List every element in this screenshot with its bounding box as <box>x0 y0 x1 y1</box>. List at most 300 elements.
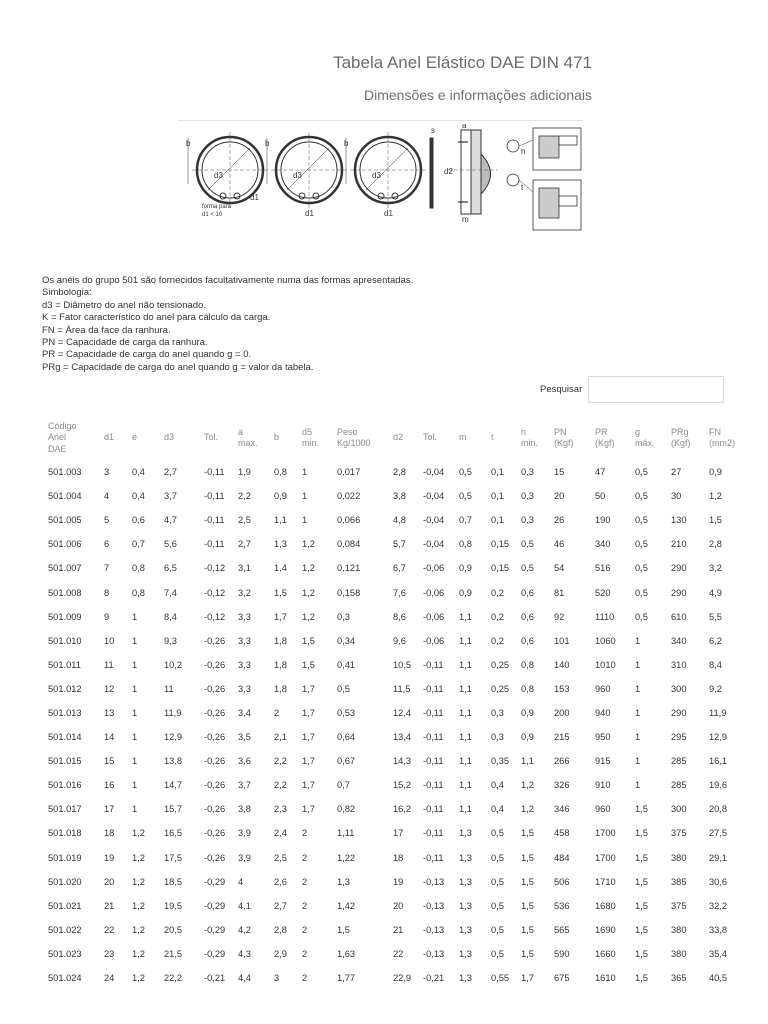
table-cell: 1,3 <box>459 900 472 911</box>
table-cell: 2,2 <box>238 491 251 502</box>
table-cell: 0,5 <box>635 491 648 502</box>
table-cell: 7 <box>104 563 110 574</box>
column-header[interactable] <box>665 416 703 460</box>
table-cell: 0,82 <box>337 804 356 815</box>
table-cell: -0,06 <box>423 563 445 574</box>
groove-detail-drawing <box>507 128 581 230</box>
table-cell: 0,022 <box>337 491 361 502</box>
table-cell: 1,1 <box>459 611 472 622</box>
table-cell: 20 <box>104 876 115 887</box>
table-cell: -0,26 <box>204 707 226 718</box>
table-cell: -0,29 <box>204 900 226 911</box>
column-header-label: b <box>274 432 280 443</box>
label-n: n <box>521 147 526 156</box>
table-cell: 0,5 <box>491 852 504 863</box>
note-line: Os anéis do grupo 501 são fornecidos facultativamente numa das formas apresentadas. <box>42 275 414 286</box>
table-cell: 915 <box>595 756 611 767</box>
table-cell: 266 <box>554 756 570 767</box>
label-m: m <box>462 215 469 224</box>
table-cell: 0,3 <box>491 707 504 718</box>
table-cell: 0,4 <box>491 804 504 815</box>
column-header[interactable] <box>387 416 417 460</box>
table-cell: 0,2 <box>491 611 504 622</box>
table-cell: 5 <box>104 515 110 526</box>
column-header[interactable] <box>126 416 158 460</box>
table-cell: 300 <box>671 683 687 694</box>
table-cell: 0,5 <box>491 924 504 935</box>
table-cell: 2 <box>302 973 308 984</box>
table-cell: 0,3 <box>521 467 534 478</box>
table-cell: 15 <box>104 756 115 767</box>
table-cell: 2,2 <box>274 756 287 767</box>
table-cell: 1,5 <box>521 948 534 959</box>
table-cell: 506 <box>554 876 570 887</box>
table-cell: 1,5 <box>274 587 287 598</box>
table-cell: 0,9 <box>459 587 472 598</box>
table-cell: 0,5 <box>459 467 472 478</box>
column-header-label: PR <box>595 426 608 437</box>
table-cell: 6,2 <box>709 635 722 646</box>
table-cell: 0,066 <box>337 515 361 526</box>
table-row <box>42 773 740 797</box>
column-header[interactable] <box>296 416 331 460</box>
column-header[interactable] <box>417 416 453 460</box>
table-cell: 1,1 <box>459 732 472 743</box>
note-line: Simbologia: <box>42 287 92 299</box>
table-cell: -0,26 <box>204 635 226 646</box>
table-cell: -0,04 <box>423 515 445 526</box>
table-cell: 16 <box>104 780 115 791</box>
table-cell: 14,3 <box>393 756 412 767</box>
table-cell: 1,77 <box>337 973 356 984</box>
table-cell: -0,11 <box>423 683 444 694</box>
label-d3-3: d3 <box>372 171 381 180</box>
table-cell: 1,2 <box>302 539 315 550</box>
search-input[interactable] <box>588 376 724 403</box>
table-cell: 15,7 <box>164 804 183 815</box>
table-cell: -0,11 <box>423 852 444 863</box>
table-cell: 0,2 <box>491 587 504 598</box>
column-header-label: d1 <box>104 432 115 443</box>
table-cell: 610 <box>671 611 687 622</box>
column-header-label: DAE <box>48 443 67 454</box>
table-cell: 16,1 <box>709 756 728 767</box>
table-cell: 1 <box>132 780 138 791</box>
table-cell: 35,4 <box>709 948 728 959</box>
column-header[interactable] <box>515 416 548 460</box>
column-header-label: Tol. <box>423 432 438 443</box>
table-cell: 92 <box>554 611 565 622</box>
table-row <box>42 942 740 966</box>
column-header[interactable] <box>268 416 296 460</box>
table-cell: 12 <box>104 683 115 694</box>
table-cell: 12,4 <box>393 707 412 718</box>
table-cell: 7,6 <box>393 587 406 598</box>
column-header[interactable] <box>98 416 126 460</box>
table-cell: -0,26 <box>204 828 226 839</box>
table-cell: 1 <box>132 635 138 646</box>
table-cell: 0,8 <box>459 539 472 550</box>
table-cell: -0,11 <box>423 828 444 839</box>
table-cell: 1,7 <box>302 707 315 718</box>
table-cell: 0,5 <box>491 876 504 887</box>
ring-technical-drawing <box>178 124 583 234</box>
column-header-label: d3 <box>164 432 175 443</box>
table-cell: -0,21 <box>204 973 226 984</box>
table-cell: -0,12 <box>204 587 226 598</box>
table-cell: 501.011 <box>48 659 81 670</box>
table-cell: 1 <box>635 635 641 646</box>
table-cell: 0,5 <box>635 467 648 478</box>
table-cell: 0,5 <box>635 587 648 598</box>
table-cell: 1,2 <box>709 491 722 502</box>
table-cell: 10,5 <box>393 659 412 670</box>
label-forma-cond: d1 < 10 <box>202 212 223 218</box>
column-header[interactable] <box>453 416 485 460</box>
table-cell: 1,8 <box>274 683 287 694</box>
table-cell: 0,15 <box>491 563 510 574</box>
cross-section-drawing <box>430 130 498 214</box>
table-cell: -0,06 <box>423 587 445 598</box>
table-cell: 501.015 <box>48 756 82 767</box>
table-row <box>42 484 740 508</box>
table-cell: 1,1 <box>274 515 287 526</box>
table-cell: -0,06 <box>423 611 445 622</box>
table-cell: 501.012 <box>48 683 82 694</box>
table-cell: 50 <box>595 491 606 502</box>
table-cell: 2 <box>302 900 308 911</box>
table-cell: 365 <box>671 973 687 984</box>
label-d3-2: d3 <box>293 171 302 180</box>
table-cell: 501.010 <box>48 635 82 646</box>
table-cell: 960 <box>595 683 611 694</box>
table-cell: 30,6 <box>709 876 728 887</box>
column-header-label: Peso <box>337 426 358 437</box>
table-cell: 1 <box>635 683 641 694</box>
table-cell: 8,6 <box>393 611 406 622</box>
table-cell: 1 <box>302 491 308 502</box>
table-cell: 1,22 <box>337 852 356 863</box>
table-cell: 1,42 <box>337 900 356 911</box>
column-header[interactable] <box>331 416 387 460</box>
table-cell: 2,7 <box>164 467 177 478</box>
table-cell: 4,3 <box>238 948 251 959</box>
table-cell: 15,2 <box>393 780 412 791</box>
table-cell: 295 <box>671 732 687 743</box>
ring-drawing-3 <box>346 132 426 208</box>
table-cell: 1 <box>302 467 308 478</box>
table-row <box>42 556 740 580</box>
table-row <box>42 460 740 484</box>
column-header[interactable] <box>629 416 665 460</box>
table-cell: -0,13 <box>423 900 445 911</box>
table-cell: 501.016 <box>48 780 82 791</box>
table-cell: 0,1 <box>491 515 504 526</box>
table-cell: -0,29 <box>204 876 226 887</box>
table-cell: 2 <box>274 707 280 718</box>
table-cell: 3 <box>104 467 110 478</box>
table-cell: 501.019 <box>48 852 82 863</box>
table-cell: 501.020 <box>48 876 82 887</box>
table-cell: 0,9 <box>709 467 722 478</box>
table-cell: 3,3 <box>238 635 251 646</box>
table-cell: -0,13 <box>423 876 445 887</box>
table-cell: 1,5 <box>337 924 350 935</box>
table-cell: 950 <box>595 732 611 743</box>
table-cell: 18,5 <box>164 876 183 887</box>
table-cell: 375 <box>671 900 687 911</box>
table-cell: 26 <box>554 515 565 526</box>
table-cell: 20 <box>393 900 404 911</box>
table-cell: 501.009 <box>48 611 82 622</box>
table-cell: 0,35 <box>491 756 510 767</box>
table-cell: 458 <box>554 828 570 839</box>
table-row <box>42 701 740 725</box>
label-d1-2: d1 <box>305 209 314 218</box>
table-cell: 1,5 <box>709 515 722 526</box>
table-cell: 1,2 <box>132 852 145 863</box>
table-cell: 2,8 <box>393 467 406 478</box>
table-cell: 1,2 <box>132 924 145 935</box>
table-cell: 326 <box>554 780 570 791</box>
table-cell: 0,6 <box>521 635 534 646</box>
table-row <box>42 725 740 749</box>
table-cell: 1,5 <box>635 900 648 911</box>
table-cell: 1,5 <box>302 659 315 670</box>
table-cell: 3,8 <box>393 491 406 502</box>
table-cell: 2,6 <box>274 876 287 887</box>
table-cell: 0,67 <box>337 756 356 767</box>
table-cell: 536 <box>554 900 570 911</box>
table-cell: 1,3 <box>459 828 472 839</box>
table-cell: 1,2 <box>132 900 145 911</box>
table-cell: 9,6 <box>393 635 406 646</box>
table-cell: 24 <box>104 973 115 984</box>
table-cell: 16,2 <box>393 804 412 815</box>
table-cell: 0,5 <box>635 563 648 574</box>
table-cell: 2 <box>302 876 308 887</box>
table-cell: 1 <box>635 659 641 670</box>
table-cell: -0,29 <box>204 948 226 959</box>
table-cell: 0,53 <box>337 707 356 718</box>
table-cell: 2,3 <box>274 804 287 815</box>
column-header[interactable] <box>485 416 515 460</box>
table-cell: 20,5 <box>164 924 183 935</box>
table-cell: 0,2 <box>491 635 504 646</box>
table-cell: 12,9 <box>164 732 183 743</box>
table-cell: 1,1 <box>459 659 472 670</box>
table-cell: -0,04 <box>423 467 445 478</box>
note-line: PN = Capacidade de carga da ranhura. <box>42 337 208 349</box>
table-cell: 1,3 <box>337 876 350 887</box>
table-cell: 10,2 <box>164 659 183 670</box>
table-cell: 290 <box>671 707 687 718</box>
column-header[interactable] <box>42 416 98 460</box>
table-cell: 516 <box>595 563 611 574</box>
table-cell: 1,63 <box>337 948 356 959</box>
table-cell: 1,2 <box>302 587 315 598</box>
table-cell: 19,5 <box>164 900 183 911</box>
table-cell: -0,26 <box>204 852 226 863</box>
notes-block <box>42 275 413 374</box>
table-cell: 1110 <box>595 611 615 622</box>
table-cell: 4,7 <box>164 515 177 526</box>
table-cell: 1610 <box>595 973 616 984</box>
table-cell: 0,5 <box>459 491 472 502</box>
column-header[interactable] <box>548 416 589 460</box>
table-cell: 1,8 <box>274 635 287 646</box>
table-cell: 0,34 <box>337 635 356 646</box>
table-cell: 8 <box>104 587 110 598</box>
column-header-label: PN <box>554 426 567 437</box>
table-cell: -0,11 <box>204 515 225 526</box>
table-cell: -0,29 <box>204 924 226 935</box>
table-cell: 0,15 <box>491 539 510 550</box>
table-cell: 1,8 <box>274 659 287 670</box>
table-cell: 22 <box>104 924 115 935</box>
table-cell: 9 <box>104 611 110 622</box>
table-row <box>42 629 740 653</box>
table-cell: 310 <box>671 659 687 670</box>
table-cell: 4,2 <box>238 924 251 935</box>
table-cell: 0,55 <box>491 973 510 984</box>
table-cell: 0,5 <box>491 948 504 959</box>
table-cell: -0,11 <box>423 804 444 815</box>
table-cell: 11 <box>104 659 114 670</box>
table-cell: 17,5 <box>164 852 183 863</box>
column-header[interactable] <box>703 416 740 460</box>
label-d1-3: d1 <box>384 209 393 218</box>
table-cell: 501.006 <box>48 539 82 550</box>
table-cell: 1,3 <box>459 852 472 863</box>
table-row <box>42 508 740 532</box>
table-cell: -0,06 <box>423 635 445 646</box>
table-cell: 6 <box>104 539 110 550</box>
table-cell: 565 <box>554 924 570 935</box>
table-cell: 27 <box>671 467 682 478</box>
table-cell: 1,5 <box>521 852 534 863</box>
table-cell: 5,7 <box>393 539 406 550</box>
table-cell: -0,26 <box>204 732 226 743</box>
table-cell: -0,11 <box>204 467 225 478</box>
table-cell: 0,4 <box>132 467 145 478</box>
table-cell: -0,26 <box>204 780 226 791</box>
table-cell: 340 <box>671 635 687 646</box>
table-cell: -0,11 <box>204 491 225 502</box>
table-row <box>42 870 740 894</box>
table-cell: 0,5 <box>635 611 648 622</box>
column-header[interactable] <box>198 416 232 460</box>
table-cell: 13 <box>104 707 115 718</box>
column-header-label: min. <box>521 438 539 448</box>
table-cell: -0,11 <box>423 732 444 743</box>
table-cell: 3,7 <box>238 780 251 791</box>
table-cell: 0,8 <box>132 587 145 598</box>
table-cell: 22,2 <box>164 973 183 984</box>
table-cell: 27,5 <box>709 828 728 839</box>
table-row <box>42 821 740 845</box>
column-header[interactable] <box>232 416 268 460</box>
table-cell: 2,8 <box>274 924 287 935</box>
table-cell: 2,8 <box>709 539 722 550</box>
table-cell: 0,5 <box>521 539 534 550</box>
table-cell: 1,2 <box>132 876 145 887</box>
column-header[interactable] <box>158 416 198 460</box>
table-cell: 16,5 <box>164 828 183 839</box>
column-header-label: e <box>132 432 138 443</box>
page-title: Tabela Anel Elástico DAE DIN 471 <box>333 53 592 72</box>
table-cell: 8,4 <box>709 659 722 670</box>
table-cell: 6,7 <box>393 563 406 574</box>
table-cell: 1,5 <box>521 828 534 839</box>
table-cell: 11 <box>164 683 174 694</box>
table-cell: 0,8 <box>274 467 287 478</box>
table-cell: 3,2 <box>709 563 722 574</box>
table-cell: 2,9 <box>274 948 287 959</box>
table-cell: 3,8 <box>238 804 251 815</box>
column-header-label: (Kgf) <box>671 438 691 448</box>
table-cell: 2,5 <box>238 515 251 526</box>
table-cell: 1,9 <box>238 467 251 478</box>
note-line: PRg = Capacidade de carga do anel quando g = valor da tabela. <box>42 361 314 373</box>
table-cell: 960 <box>595 804 611 815</box>
table-cell: 40,5 <box>709 973 728 984</box>
table-cell: 380 <box>671 924 687 935</box>
table-cell: 290 <box>671 563 687 574</box>
table-cell: 2,7 <box>274 900 287 911</box>
table-cell: 20,8 <box>709 804 728 815</box>
table-cell: 1,5 <box>635 948 648 959</box>
table-cell: 1 <box>635 707 641 718</box>
table-cell: -0,21 <box>423 973 445 984</box>
table-cell: 0,5 <box>635 515 648 526</box>
table-cell: 1,7 <box>274 611 287 622</box>
table-row <box>42 677 740 701</box>
table-cell: -0,12 <box>204 611 226 622</box>
table-body <box>42 460 740 990</box>
table-cell: 1,5 <box>521 876 534 887</box>
table-cell: 1,1 <box>459 756 472 767</box>
table-cell: -0,11 <box>423 659 444 670</box>
column-header[interactable] <box>589 416 629 460</box>
ring-dimensions-table <box>42 416 740 990</box>
table-cell: 484 <box>554 852 570 863</box>
table-cell: 300 <box>671 804 687 815</box>
table-cell: 385 <box>671 876 687 887</box>
page-subtitle: Dimensões e informações adicionais <box>364 87 592 103</box>
table-cell: 501.018 <box>48 828 82 839</box>
table-row <box>42 894 740 918</box>
table-cell: 1690 <box>595 924 616 935</box>
table-cell: 4,1 <box>238 900 251 911</box>
table-cell: 1,5 <box>635 973 648 984</box>
table-cell: 0,9 <box>521 732 534 743</box>
table-cell: 30 <box>671 491 682 502</box>
table-cell: 15 <box>554 467 565 478</box>
label-d3: d3 <box>214 171 223 180</box>
table-cell: 1010 <box>595 659 616 670</box>
table-cell: 1,7 <box>302 732 315 743</box>
table-cell: 22 <box>393 948 404 959</box>
table-cell: 23 <box>104 948 115 959</box>
column-header-label: n <box>521 426 527 437</box>
column-header-label: máx. <box>635 438 655 448</box>
table-cell: 0,5 <box>521 563 534 574</box>
table-cell: 1,1 <box>459 683 472 694</box>
table-cell: 3,4 <box>238 707 251 718</box>
table-cell: -0,26 <box>204 683 226 694</box>
table-cell: 2,2 <box>274 780 287 791</box>
